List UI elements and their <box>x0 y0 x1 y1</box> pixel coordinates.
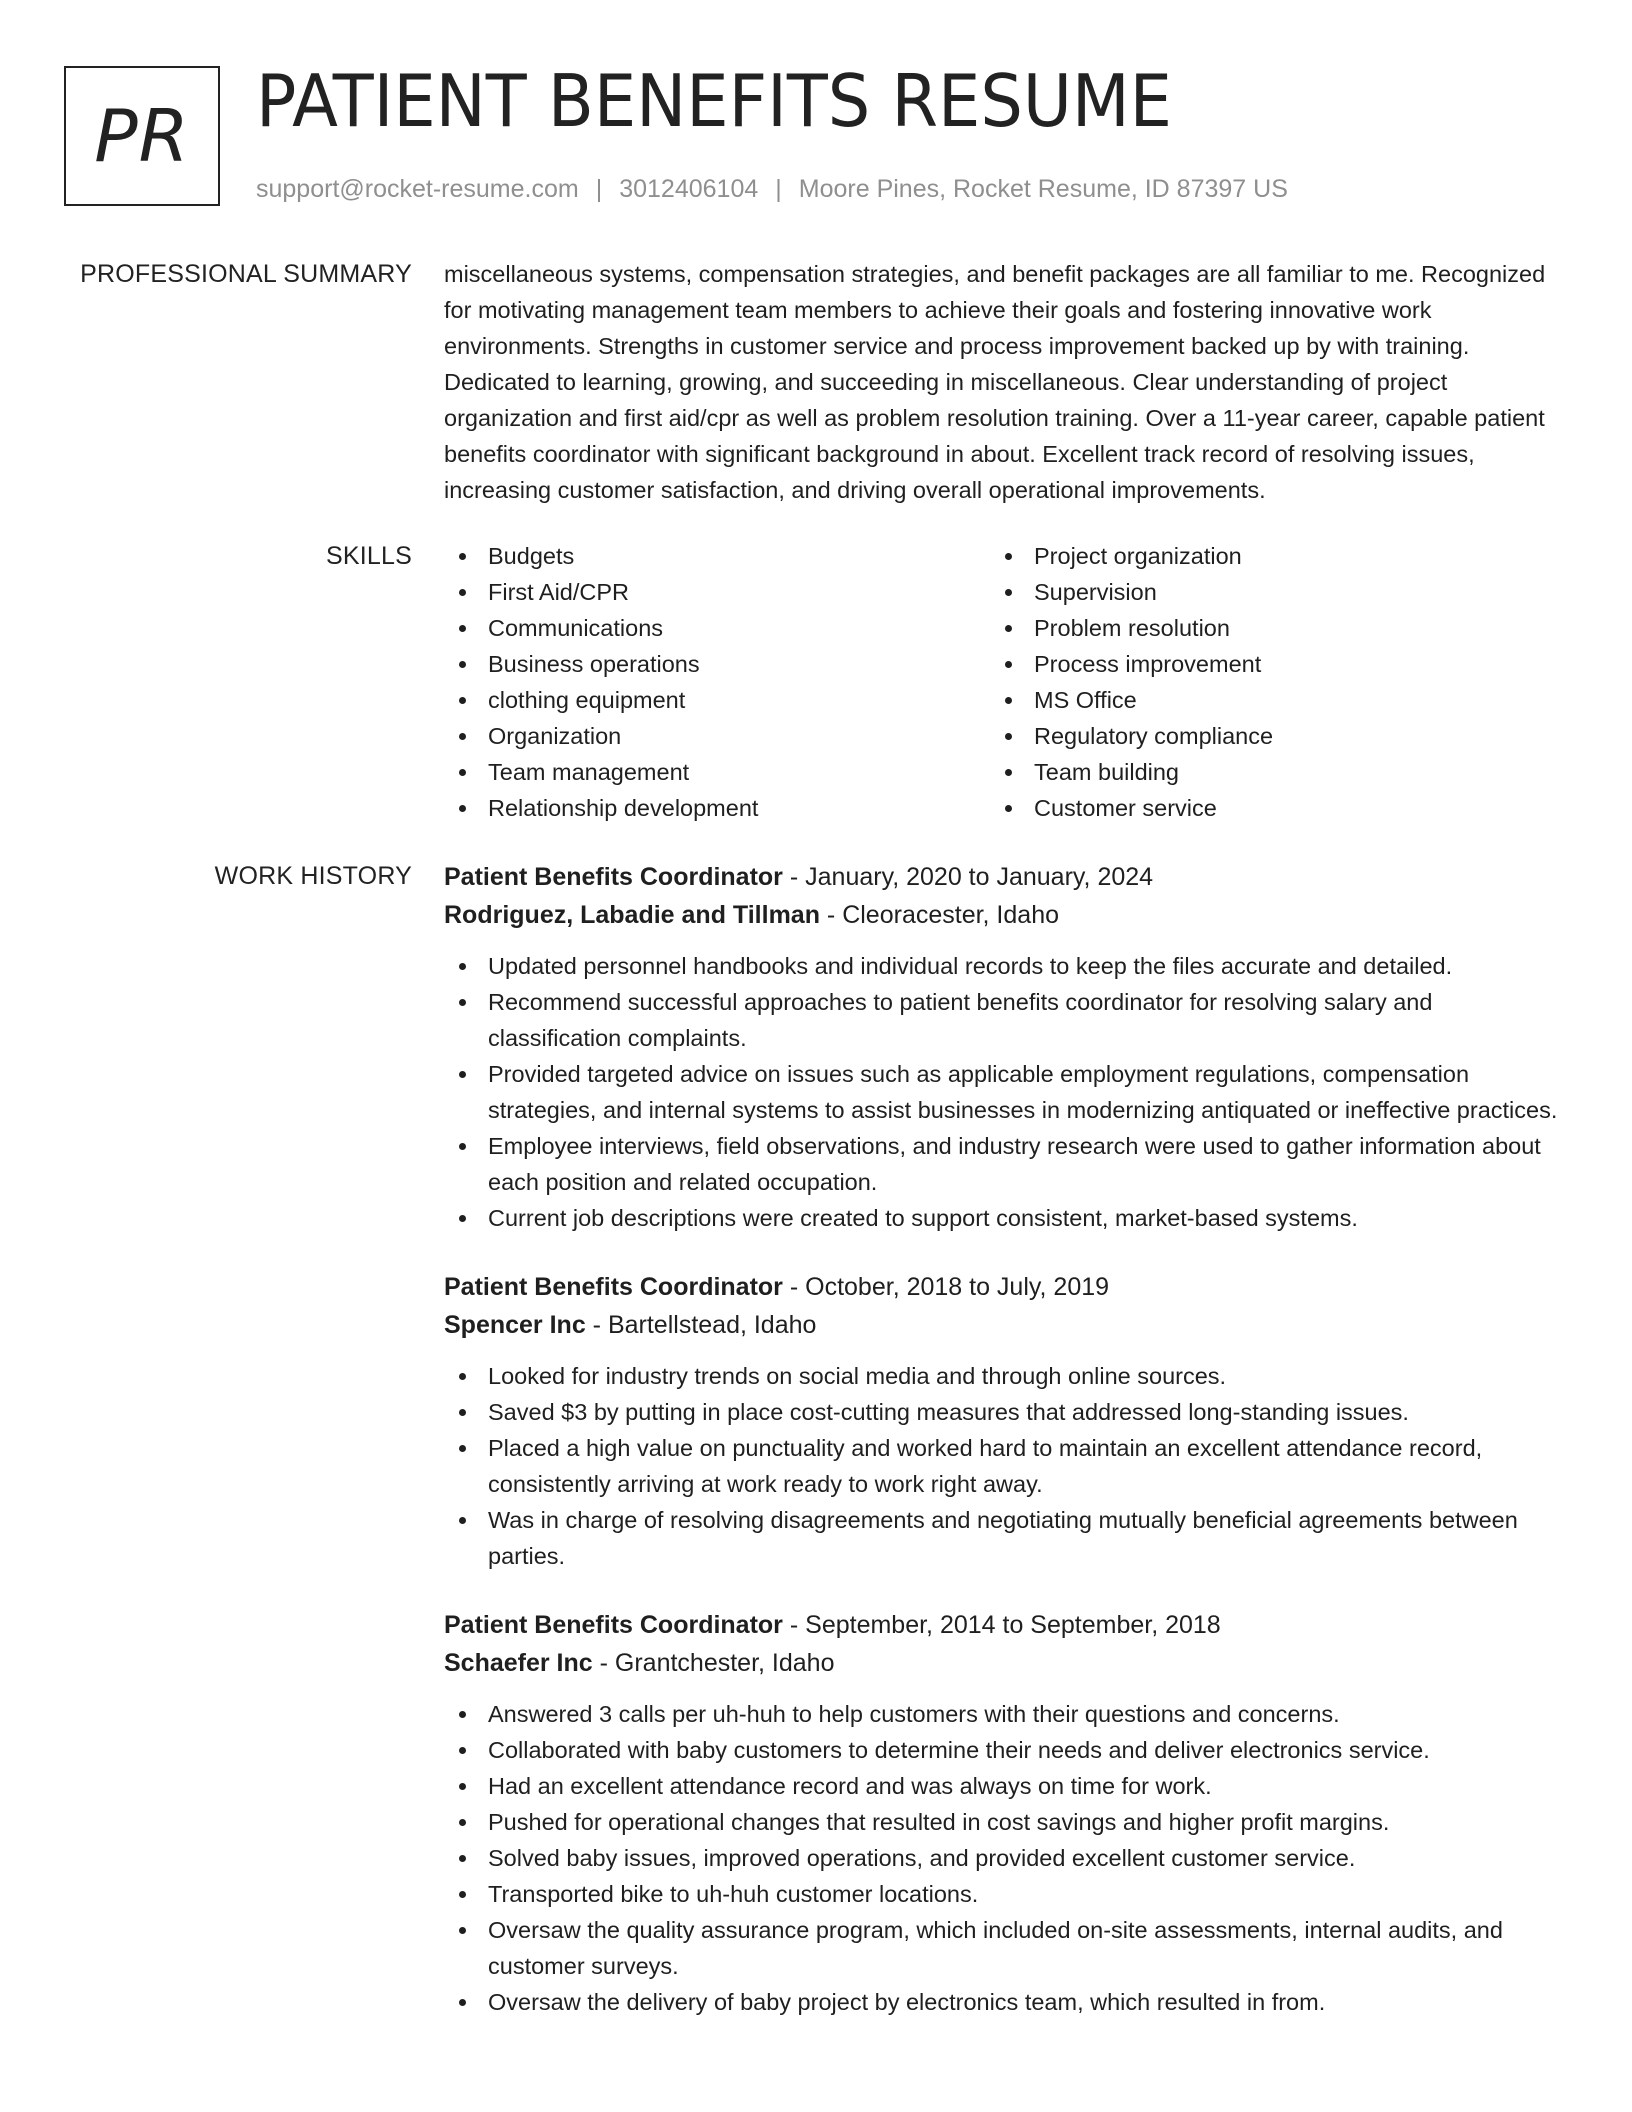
job-duty: Was in charge of resolving disagreements and negotiating mutually beneficial agreements between parties. <box>444 1502 1560 1574</box>
work-history-label: WORK HISTORY <box>214 862 412 890</box>
summary-label: PROFESSIONAL SUMMARY <box>80 260 412 288</box>
job-location: - Cleoracester, Idaho <box>819 901 1059 929</box>
job-title: Patient Benefits Coordinator <box>444 1273 783 1301</box>
job-title: Patient Benefits Coordinator <box>444 1611 783 1639</box>
job-duties-list <box>444 948 1560 1236</box>
job-dates: - January, 2020 to January, 2024 <box>782 863 1154 891</box>
skill-item: Team management <box>444 754 990 790</box>
job-duty: Transported bike to uh-huh customer locations. <box>444 1876 1560 1912</box>
skill-item: Relationship development <box>444 790 990 826</box>
skill-item: Process improvement <box>990 646 1536 682</box>
skill-item: Problem resolution <box>990 610 1536 646</box>
summary-text: miscellaneous systems, compensation strategies, and benefit packages are all familiar to me. Recognized for motivating management team members to achieve their goals and fostering innovative work environments. Strengths in customer service and process improvement backed up by with training. Dedicated to learning, growing, and succeeding in miscellaneous. Clear understanding of project organization and first aid/cpr as well as problem resolution training. Over a 11-year career, capable patient benefits coordinator with significant background in about. Excellent track record of resolving issues, increasing customer satisfaction, and driving overall operational improvements. <box>444 261 1546 503</box>
skill-item: Customer service <box>990 790 1536 826</box>
skill-item: Budgets <box>444 538 990 574</box>
job-duties-list <box>444 1696 1560 2020</box>
skill-item: Organization <box>444 718 990 754</box>
job-duty: Pushed for operational changes that resulted in cost savings and higher profit margins. <box>444 1804 1560 1840</box>
job-duty: Employee interviews, field observations, and industry research were used to gather information about each position and related occupation. <box>444 1128 1560 1200</box>
skill-item: Supervision <box>990 574 1536 610</box>
contact-phone: 3012406104 <box>619 175 759 203</box>
skill-item: Regulatory compliance <box>990 718 1536 754</box>
summary-body <box>444 256 1560 508</box>
job-entry <box>444 858 1560 1236</box>
job-duty: Placed a high value on punctuality and worked hard to maintain an excellent attendance record, consistently arriving at work ready to work right away. <box>444 1430 1560 1502</box>
job-heading <box>444 1268 1560 1306</box>
job-employer <box>444 1644 1560 1682</box>
skill-item: Communications <box>444 610 990 646</box>
job-location: - Bartellstead, Idaho <box>585 1311 817 1339</box>
job-duty: Provided targeted advice on issues such as applicable employment regulations, compensation strategies, and internal systems to assist businesses in modernizing antiquated or ineffective practices. <box>444 1056 1560 1128</box>
skill-item: Project organization <box>990 538 1536 574</box>
work-history-body <box>444 858 1560 2020</box>
contact-separator: | <box>775 175 782 203</box>
skill-item: MS Office <box>990 682 1536 718</box>
skills-body <box>444 538 1560 826</box>
contact-separator: | <box>595 175 603 203</box>
job-dates: - September, 2014 to September, 2018 <box>782 1611 1221 1639</box>
skill-item: clothing equipment <box>444 682 990 718</box>
job-heading <box>444 858 1560 896</box>
contact-email: support@rocket-resume.com <box>256 175 579 203</box>
job-duty: Saved $3 by putting in place cost-cutting measures that addressed long-standing issues. <box>444 1394 1560 1430</box>
job-entry <box>444 1606 1560 2020</box>
job-duties-list <box>444 1358 1560 1574</box>
job-title: Patient Benefits Coordinator <box>444 863 783 891</box>
job-duty: Current job descriptions were created to support consistent, market-based systems. <box>444 1200 1560 1236</box>
job-duty: Looked for industry trends on social media and through online sources. <box>444 1358 1560 1394</box>
job-heading <box>444 1606 1560 1644</box>
job-dates: - October, 2018 to July, 2019 <box>782 1273 1110 1301</box>
job-entry <box>444 1268 1560 1574</box>
job-employer <box>444 1306 1560 1344</box>
job-duty: Answered 3 calls per uh-huh to help customers with their questions and concerns. <box>444 1696 1560 1732</box>
job-duty: Solved baby issues, improved operations, and provided excellent customer service. <box>444 1840 1560 1876</box>
job-duty: Oversaw the quality assurance program, which included on-site assessments, internal audits, and customer surveys. <box>444 1912 1560 1984</box>
monogram-box <box>64 66 220 206</box>
resume-title: PATIENT BENEFITS RESUME <box>256 59 1172 143</box>
job-company: Rodriguez, Labadie and Tillman <box>444 901 820 929</box>
skills-list-right <box>990 538 1536 826</box>
job-duty: Updated personnel handbooks and individual records to keep the files accurate and detailed. <box>444 948 1560 984</box>
skills-list-left <box>444 538 990 826</box>
monogram-initials: PR <box>94 94 190 178</box>
job-duty: Collaborated with baby customers to determine their needs and deliver electronics service. <box>444 1732 1560 1768</box>
contact-line <box>256 175 1288 204</box>
skill-item: Business operations <box>444 646 990 682</box>
job-duty: Oversaw the delivery of baby project by electronics team, which resulted in from. <box>444 1984 1560 2020</box>
skill-item: Team building <box>990 754 1536 790</box>
job-location: - Grantchester, Idaho <box>592 1649 835 1677</box>
job-employer <box>444 896 1560 934</box>
skills-label: SKILLS <box>326 542 412 570</box>
job-duty: Recommend successful approaches to patient benefits coordinator for resolving salary and classification complaints. <box>444 984 1560 1056</box>
contact-address: Moore Pines, Rocket Resume, ID 87397 US <box>798 175 1288 203</box>
job-duty: Had an excellent attendance record and was always on time for work. <box>444 1768 1560 1804</box>
skill-item: First Aid/CPR <box>444 574 990 610</box>
job-company: Spencer Inc <box>444 1311 586 1339</box>
job-company: Schaefer Inc <box>444 1649 593 1677</box>
